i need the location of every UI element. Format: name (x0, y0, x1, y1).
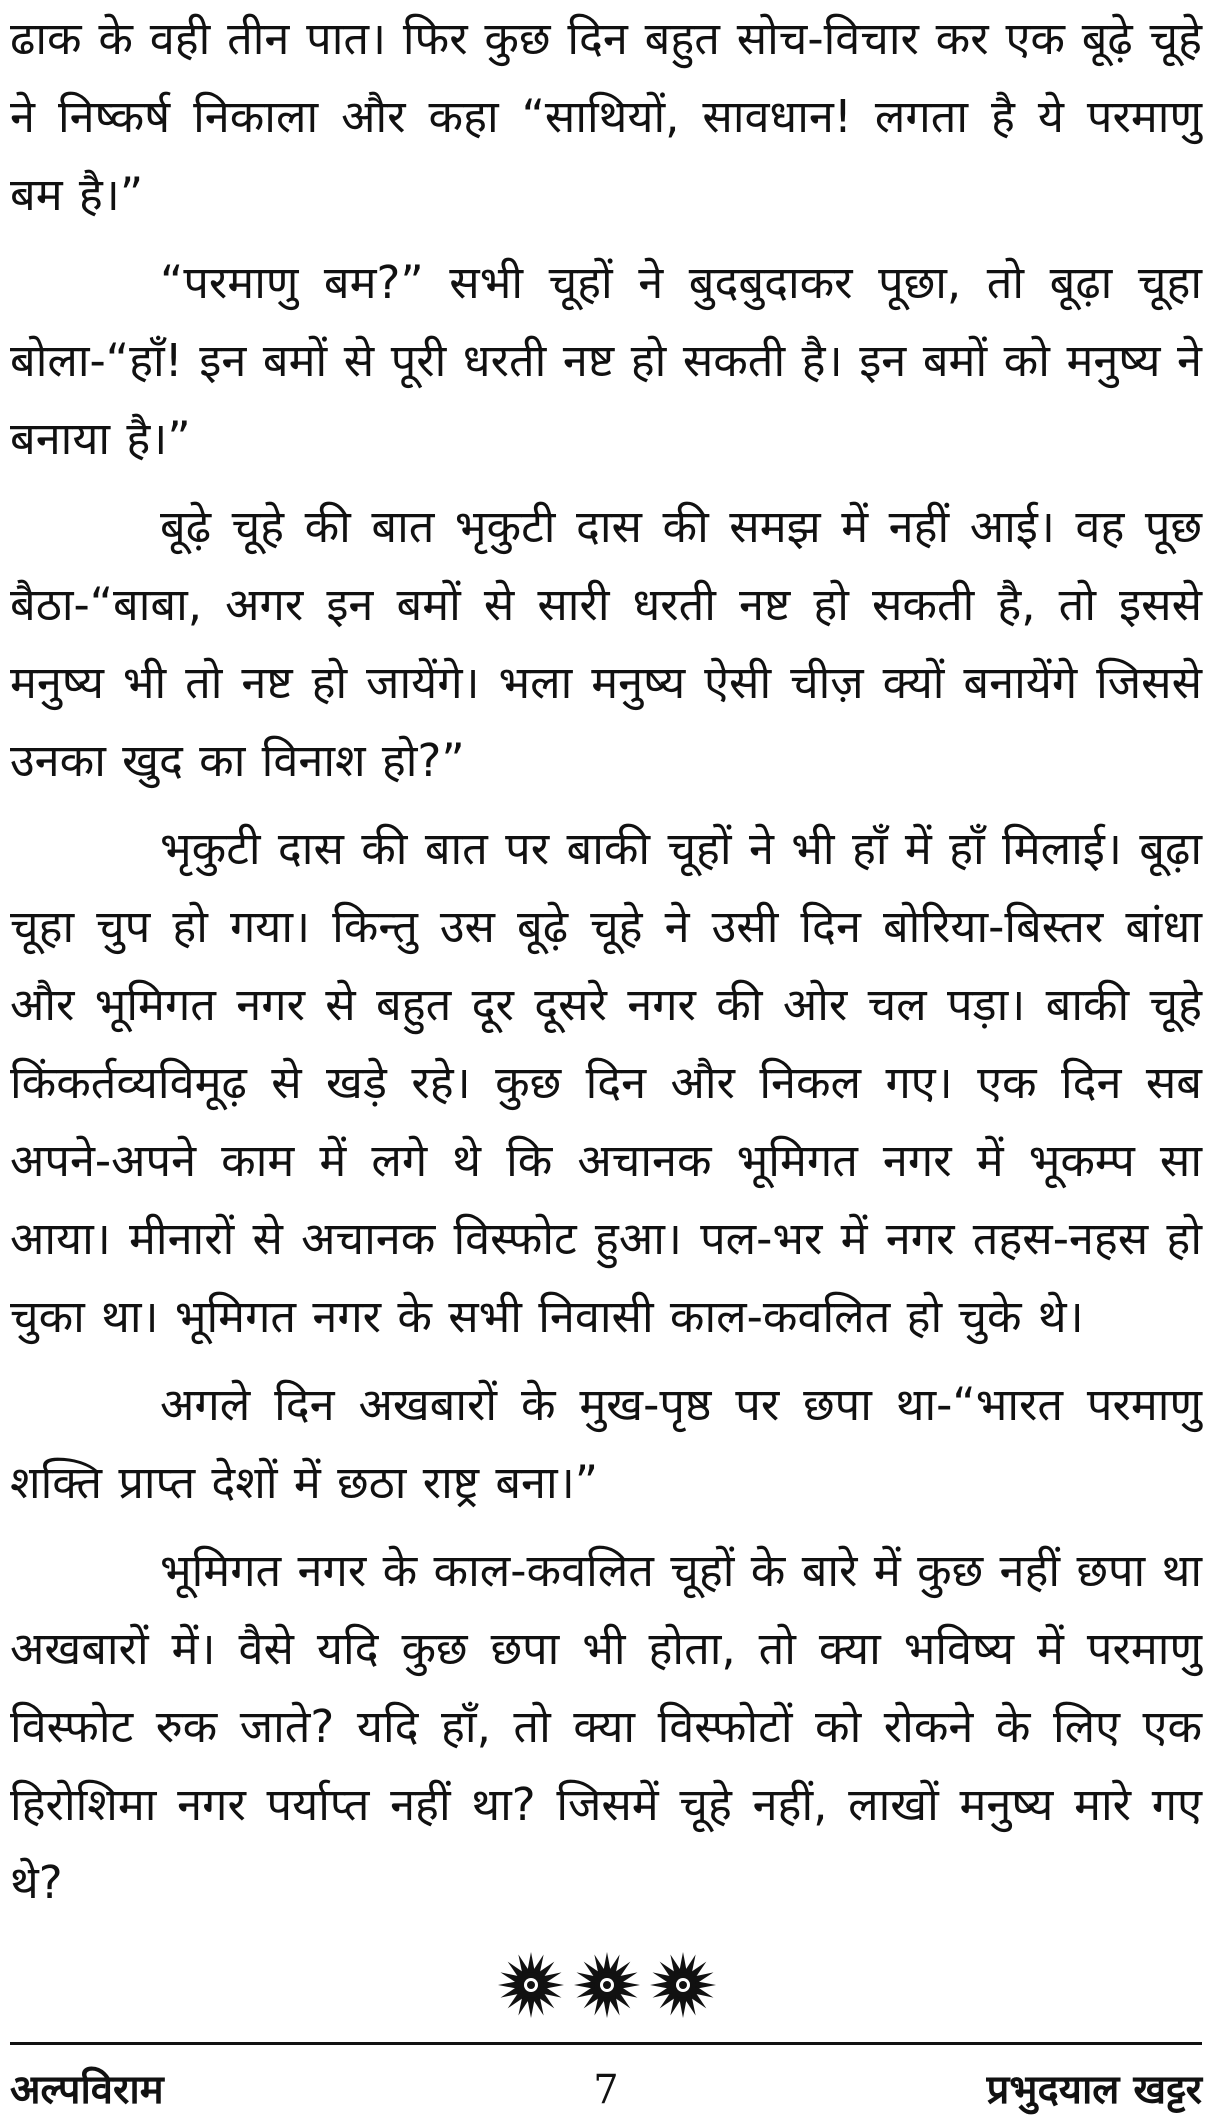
flower-ornament-icon (572, 1950, 642, 2020)
page-number: 7 (593, 2067, 619, 2113)
paragraph: ढाक के वही तीन पात। फिर कुछ दिन बहुत सोच-विचार कर एक बूढ़े चूहे ने निष्कर्ष निकाला और कहा “साथियों, सावधान! लगता है ये परमाणु बम है।” (10, 12, 1202, 221)
paragraph: भूमिगत नगर के काल-कवलित चूहों के बारे में कुछ नहीं छपा था अखबारों में। वैसे यदि कुछ छपा भी होता, तो क्या भविष्य में परमाणु विस्फोट रुक जाते? यदि हाँ, तो क्या विस्फोटों को रोकने के लिए एक हिरोशिमा नगर पर्याप्त नहीं था? जिसमें चूहे नहीं, लाखों मनुष्य मारे गए थे? (10, 1544, 1202, 1909)
footer-divider (10, 2042, 1202, 2045)
paragraph: “परमाणु बम?” सभी चूहों ने बुदबुदाकर पूछा, तो बूढ़ा चूहा बोला-“हाँ! इन बमों से पूरी धरती नष्ट हो सकती है। इन बमों को मनुष्य ने बनाया है।” (10, 256, 1202, 465)
book-title: अल्पविराम (10, 2067, 164, 2113)
body-text (10, 0, 1202, 1932)
author-name: प्रभुदयाल खट्टर (986, 2067, 1202, 2113)
flower-ornament-icon (496, 1950, 566, 2020)
flower-ornament-icon (648, 1950, 718, 2020)
section-end-ornament (0, 1950, 1214, 2020)
paragraph: अगले दिन अखबारों के मुख-पृष्ठ पर छपा था-“भारत परमाणु शक्ति प्राप्त देशों में छठा राष्ट्र बना।” (10, 1378, 1202, 1509)
paragraph: भृकुटी दास की बात पर बाकी चूहों ने भी हाँ में हाँ मिलाई। बूढ़ा चूहा चुप हो गया। किन्तु उस बूढ़े चूहे ने उसी दिन बोरिया-बिस्तर बांधा और भूमिगत नगर से बहुत दूर दूसरे नगर की ओर चल पड़ा। बाकी चूहे किंकर्तव्यविमूढ़ से खड़े रहे। कुछ दिन और निकल गए। एक दिन सब अपने-अपने काम में लगे थे कि अचानक भूमिगत नगर में भूकम्प सा आया। मीनारों से अचानक विस्फोट हुआ। पल-भर में नगर तहस-नहस हो चुका था। भूमिगत नगर के सभी निवासी काल-कवलित हो चुके थे। (10, 822, 1202, 1343)
paragraph: बूढ़े चूहे की बात भृकुटी दास की समझ में नहीं आई। वह पूछ बैठा-“बाबा, अगर इन बमों से सारी धरती नष्ट हो सकती है, तो इससे मनुष्य भी तो नष्ट हो जायेंगे। भला मनुष्य ऐसी चीज़ क्यों बनायेंगे जिससे उनका खुद का विनाश हो?” (10, 500, 1202, 787)
page-footer (10, 2060, 1202, 2120)
